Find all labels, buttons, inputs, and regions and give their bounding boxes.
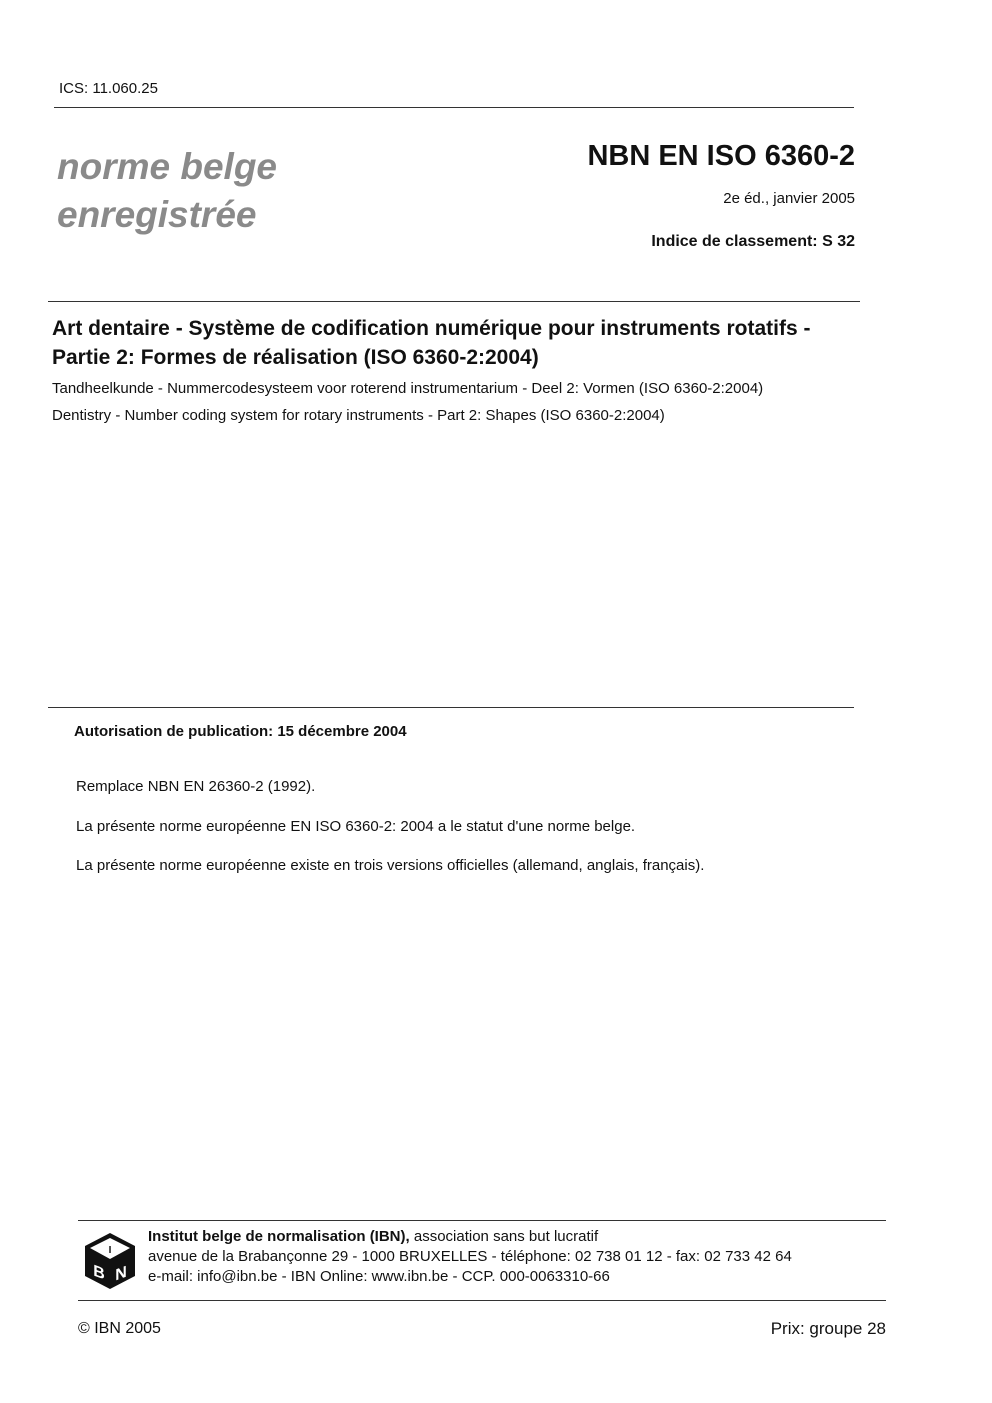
copyright: © IBN 2005 xyxy=(78,1320,161,1337)
institute-contact: e-mail: info@ibn.be - IBN Online: www.ibn.be - CCP. 000-0063310-66 xyxy=(148,1268,610,1285)
divider xyxy=(78,1220,886,1221)
logo-letter-i: I xyxy=(108,1245,112,1256)
replaces-note: Remplace NBN EN 26360-2 (1992). xyxy=(76,778,316,795)
standard-number: NBN EN ISO 6360-2 xyxy=(587,140,855,172)
divider xyxy=(78,1300,886,1301)
divider xyxy=(48,301,860,302)
title-english: Dentistry - Number coding system for rotary instruments - Part 2: Shapes (ISO 6360-2:2004) xyxy=(52,407,665,424)
title-dutch: Tandheelkunde - Nummercodesysteem voor roterend instrumentarium - Deel 2: Vormen (ISO 6360-2:2004) xyxy=(52,380,764,397)
ics-code: ICS: 11.060.25 xyxy=(59,80,158,97)
divider xyxy=(48,707,854,708)
institute-description: association sans but lucratif xyxy=(413,1228,599,1245)
institute-address: avenue de la Brabançonne 29 - 1000 BRUXELLES - téléphone: 02 738 01 12 - fax: 02 733 42 64 xyxy=(148,1248,792,1265)
norme-line-1: norme belge xyxy=(57,146,277,187)
title-french: Art dentaire - Système de codification numérique pour instruments rotatifs - Partie 2: Formes de réalisation (ISO 6360-2:2004) xyxy=(52,317,811,369)
logo-letter-n: N xyxy=(115,1261,127,1285)
status-note: La présente norme européenne EN ISO 6360-2: 2004 a le statut d'une norme belge. xyxy=(76,818,636,835)
norme-belge-label xyxy=(57,143,377,239)
norme-line-2: enregistrée xyxy=(57,194,257,235)
ibn-logo-icon xyxy=(84,1232,136,1290)
edition-date: 2e éd., janvier 2005 xyxy=(723,190,855,207)
institute-line xyxy=(148,1228,598,1245)
divider xyxy=(54,107,854,108)
versions-note: La présente norme européenne existe en trois versions officielles (allemand, anglais, français). xyxy=(76,857,705,874)
classification-index: Indice de classement: S 32 xyxy=(651,233,855,250)
logo-letter-b: B xyxy=(93,1260,105,1284)
price-group: Prix: groupe 28 xyxy=(770,1319,886,1338)
institute-name: Institut belge de normalisation (IBN), xyxy=(148,1228,410,1245)
publication-authorization: Autorisation de publication: 15 décembre 2004 xyxy=(74,723,407,740)
